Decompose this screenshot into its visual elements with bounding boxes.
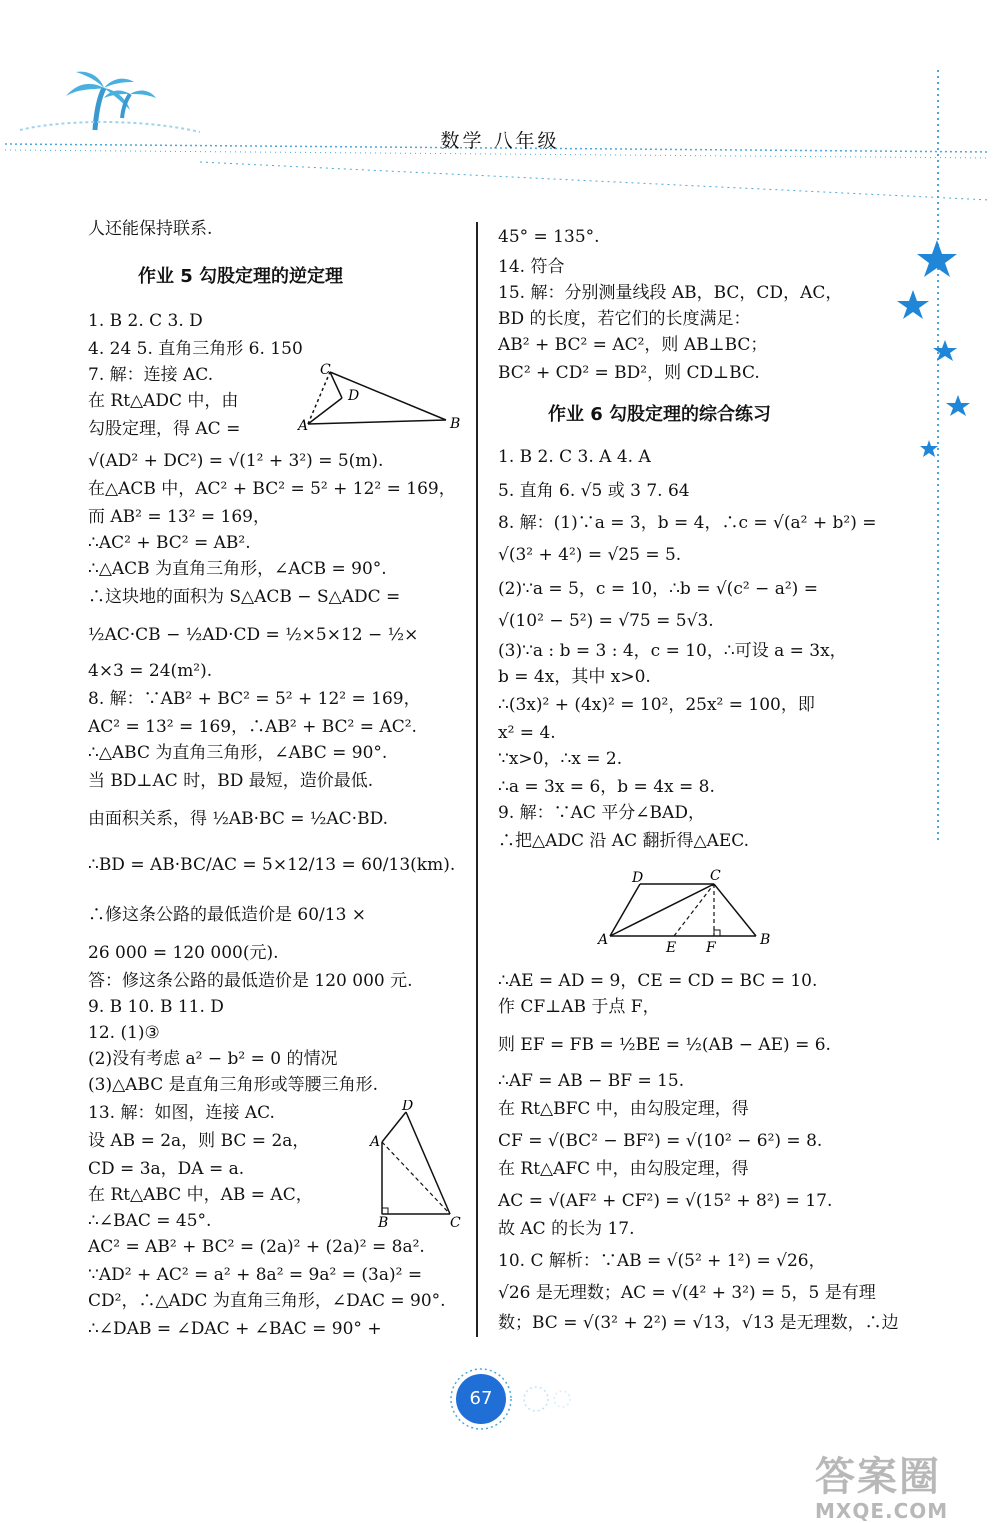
text-line: 答：修这条公路的最低造价是 120 000 元.	[88, 971, 413, 991]
text-line: 9. B 10. B 11. D	[88, 997, 224, 1017]
text-line: AC = √(AF² + CF²) = √(15² + 8²) = 17.	[498, 1191, 833, 1211]
text-line: 8. 解：∵AB² + BC² = 5² + 12² = 169，	[88, 689, 421, 709]
text-line: 15. 解：分别测量线段 AB，BC，CD，AC，	[498, 283, 843, 303]
text-line: 12. (1)③	[88, 1023, 160, 1043]
fig1-label-c: C	[320, 362, 331, 378]
text-line: 4×3 = 24(m²).	[88, 661, 213, 681]
fig3-label-d: D	[632, 870, 644, 886]
text-line: 1. B 2. C 3. A 4. A	[498, 447, 651, 467]
text-line: 9. 解：∵AC 平分∠BAD，	[498, 803, 705, 823]
section-heading: 作业 6 勾股定理的综合练习	[548, 404, 772, 425]
fig3-label-c: C	[710, 868, 721, 884]
star-icon	[920, 440, 938, 457]
text-line: ∴△ACB 为直角三角形，∠ACB = 90°.	[88, 559, 387, 579]
figure-quadrilateral-abcd	[366, 1100, 466, 1228]
text-line: (2)没有考虑 a² − b² = 0 的情况	[88, 1049, 338, 1069]
fig1-label-b: B	[450, 416, 461, 432]
star-icon	[933, 340, 957, 361]
text-line: AC² = 13² = 169，∴AB² + BC² = AC².	[88, 717, 417, 737]
text-line: 10. C 解析：∵AB = √(5² + 1²) = √26，	[498, 1251, 826, 1271]
text-line: 在 Rt△ABC 中，AB = AC，	[88, 1185, 313, 1205]
text-line: CD = 3a，DA = a.	[88, 1159, 245, 1179]
text-line: 而 AB² = 13² = 169，	[88, 507, 270, 527]
fig2-label-b: B	[378, 1215, 389, 1228]
text-line: 则 EF = FB = ½BE = ½(AB − AE) = 6.	[498, 1035, 831, 1055]
text-line: 在 Rt△BFC 中，由勾股定理，得	[498, 1099, 749, 1119]
figure-triangle-acb	[296, 362, 466, 434]
section-heading: 作业 5 勾股定理的逆定理	[138, 266, 344, 287]
text-line: (3)∵a : b = 3 : 4，c = 10，∴可设 a = 3x，	[498, 641, 847, 661]
text-line: BC² + CD² = BD²，则 CD⊥BC.	[498, 363, 760, 383]
text-line: b = 4x，其中 x>0.	[498, 667, 651, 687]
fig2-label-a: A	[370, 1134, 381, 1150]
column-divider	[476, 222, 478, 1337]
text-line: 数；BC = √(3² + 2²) = √13，√13 是无理数，∴边	[498, 1313, 899, 1333]
text-line: 在 Rt△AFC 中，由勾股定理，得	[498, 1159, 749, 1179]
fig1-label-a: A	[298, 418, 309, 434]
text-line: (2)∵a = 5，c = 10，∴b = √(c² − a²) =	[498, 579, 818, 599]
text-line: ∴AF = AB − BF = 15.	[498, 1071, 685, 1091]
text-line: BD 的长度，若它们的长度满足：	[498, 309, 751, 329]
text-line: CD²，∴△ADC 为直角三角形，∠DAC = 90°.	[88, 1291, 446, 1311]
text-line: 45° = 135°.	[498, 227, 600, 247]
text-line: AB² + BC² = AC²，则 AB⊥BC；	[498, 335, 768, 355]
text-line: x² = 4.	[498, 723, 556, 743]
text-line: CF = √(BC² − BF²) = √(10² − 6²) = 8.	[498, 1131, 823, 1151]
text-line: √(3² + 4²) = √25 = 5.	[498, 545, 682, 565]
text-line: 13. 解：如图，连接 AC.	[88, 1103, 275, 1123]
fig2-label-d: D	[402, 1100, 414, 1114]
text-line: ∵x>0，∴x = 2.	[498, 749, 623, 769]
fig3-label-e: E	[666, 940, 677, 956]
text-line: ∴∠DAB = ∠DAC + ∠BAC = 90° +	[88, 1319, 382, 1339]
star-icon	[917, 240, 957, 277]
text-line: 5. 直角 6. √5 或 3 7. 64	[498, 481, 690, 501]
star-icon	[897, 290, 929, 319]
text-line: ∴a = 3x = 6，b = 4x = 8.	[498, 777, 715, 797]
text-line: ∴这块地的面积为 S△ACB − S△ADC =	[88, 587, 401, 607]
text-line: 8. 解：(1)∵a = 3，b = 4，∴c = √(a² + b²) =	[498, 513, 877, 533]
page-number: 67	[456, 1374, 506, 1424]
text-line: 人还能保持联系.	[88, 219, 213, 239]
text-line: ∴BD = AB·BC/AC = 5×12/13 = 60/13(km).	[88, 855, 456, 875]
text-line: ∴AE = AD = 9，CE = CD = BC = 10.	[498, 971, 818, 991]
text-line: 4. 24 5. 直角三角形 6. 150	[88, 339, 303, 359]
text-line: √26 是无理数；AC = √(4² + 3²) = 5，5 是有理	[498, 1283, 876, 1303]
fig3-label-a: A	[598, 932, 609, 948]
text-line: 故 AC 的长为 17.	[498, 1219, 635, 1239]
text-line: 1. B 2. C 3. D	[88, 311, 203, 331]
text-line: 勾股定理，得 AC =	[88, 419, 241, 439]
text-line: ∴(3x)² + (4x)² = 10²，25x² = 100，即	[498, 695, 815, 715]
text-line: ∵AD² + AC² = a² + 8a² = 9a² = (3a)² =	[88, 1265, 423, 1285]
text-line: AC² = AB² + BC² = (2a)² + (2a)² = 8a².	[88, 1237, 425, 1257]
text-line: 当 BD⊥AC 时，BD 最短，造价最低.	[88, 771, 374, 791]
text-line: 在△ACB 中，AC² + BC² = 5² + 12² = 169，	[88, 479, 456, 499]
page-number-decoration	[440, 1366, 580, 1432]
text-line: 7. 解：连接 AC.	[88, 365, 214, 385]
star-icon	[946, 395, 970, 416]
watermark	[815, 1455, 948, 1523]
text-line: 由面积关系，得 ½AB·BC = ½AC·BD.	[88, 809, 389, 829]
watermark-url: MXQE.COM	[815, 1499, 949, 1523]
text-line: (3)△ABC 是直角三角形或等腰三角形.	[88, 1075, 379, 1095]
text-line: √(AD² + DC²) = √(1² + 3²) = 5(m).	[88, 451, 384, 471]
fig3-label-f: F	[706, 940, 716, 956]
text-line: 作 CF⊥AB 于点 F，	[498, 997, 660, 1017]
fig1-label-d: D	[348, 388, 360, 404]
text-line: ∴AC² + BC² = AB².	[88, 533, 251, 553]
text-line: ½AC·CB − ½AD·CD = ½×5×12 − ½×	[88, 625, 419, 645]
fig3-label-b: B	[760, 932, 771, 948]
text-line: 设 AB = 2a，则 BC = 2a，	[88, 1131, 310, 1151]
header-decoration	[0, 0, 1000, 220]
watermark-logo-text: 答案圈	[815, 1454, 941, 1500]
text-line: √(10² − 5²) = √75 = 5√3.	[498, 611, 714, 631]
text-line: ∴把△ADC 沿 AC 翻折得△AEC.	[498, 831, 750, 851]
margin-decoration	[880, 60, 990, 860]
page-header-title: 数学 八年级	[440, 130, 560, 152]
text-line: ∴△ABC 为直角三角形，∠ABC = 90°.	[88, 743, 388, 763]
text-line: 在 Rt△ADC 中，由	[88, 391, 239, 411]
text-line: ∴修这条公路的最低造价是 60/13 ×	[88, 905, 367, 925]
text-line: ∴∠BAC = 45°.	[88, 1211, 212, 1231]
text-line: 14. 符合	[498, 257, 565, 277]
figure-trapezoid-abcd	[596, 866, 776, 956]
text-line: 26 000 = 120 000(元).	[88, 943, 279, 963]
fig2-label-c: C	[450, 1215, 461, 1228]
